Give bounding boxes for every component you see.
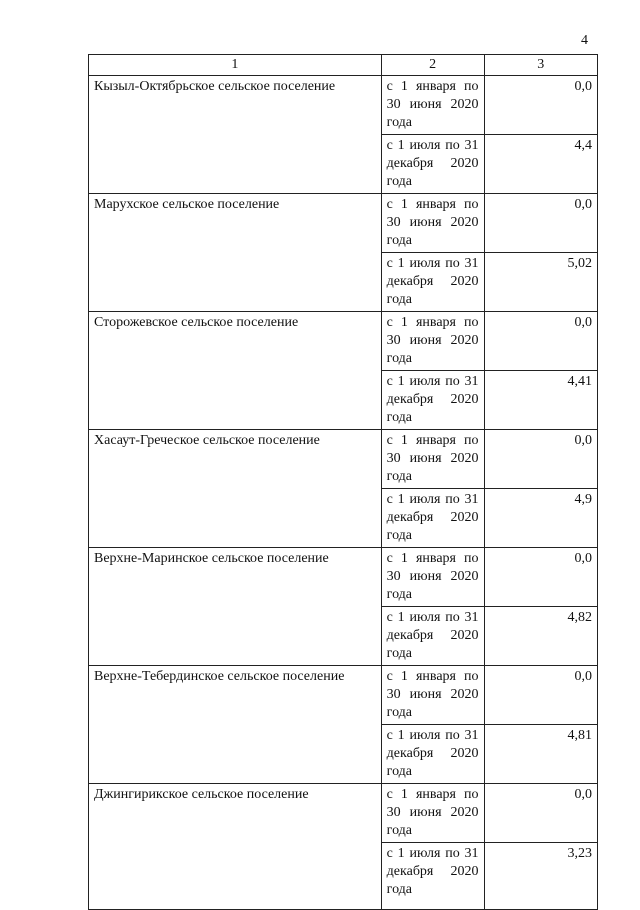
- value-cell: 0,0: [484, 312, 597, 371]
- period-cell: с 1 января по 30 июня 2020 года: [381, 548, 484, 607]
- period-cell: с 1 января по 30 июня 2020 года: [381, 312, 484, 371]
- settlement-name: Верхне-Тебердинское сельское поселение: [89, 666, 382, 784]
- period-cell: с 1 января по 30 июня 2020 года: [381, 194, 484, 253]
- period-cell: с 1 января по 30 июня 2020 года: [381, 666, 484, 725]
- value-cell: 0,0: [484, 548, 597, 607]
- period-cell: с 1 июля по 31 декабря 2020 года: [381, 135, 484, 194]
- period-cell: с 1 июля по 31 декабря 2020 года: [381, 489, 484, 548]
- value-cell: 4,9: [484, 489, 597, 548]
- value-cell: 4,4: [484, 135, 597, 194]
- value-cell: 4,41: [484, 371, 597, 430]
- value-cell: 5,02: [484, 253, 597, 312]
- period-cell: с 1 января по 30 июня 2020 года: [381, 430, 484, 489]
- period-cell: с 1 января по 30 июня 2020 года: [381, 784, 484, 843]
- settlement-name: Сторожевское сельское поселение: [89, 312, 382, 430]
- settlement-name: Верхне-Маринское сельское поселение: [89, 548, 382, 666]
- value-cell: 0,0: [484, 666, 597, 725]
- column-header-1: 1: [89, 55, 382, 76]
- settlement-name: Кызыл-Октябрьское сельское поселение: [89, 76, 382, 194]
- value-cell: 3,23: [484, 843, 597, 910]
- table-row: [89, 548, 598, 607]
- column-header-2: 2: [381, 55, 484, 76]
- period-cell: с 1 июля по 31 декабря 2020 года: [381, 253, 484, 312]
- table-row: [89, 194, 598, 253]
- table-row: [89, 784, 598, 843]
- period-cell: с 1 июля по 31 декабря 2020 года: [381, 843, 484, 910]
- column-header-3: 3: [484, 55, 597, 76]
- period-cell: с 1 июля по 31 декабря 2020 года: [381, 371, 484, 430]
- table-row: [89, 666, 598, 725]
- value-cell: 4,81: [484, 725, 597, 784]
- value-cell: 0,0: [484, 430, 597, 489]
- page-number: 4: [581, 33, 588, 48]
- value-cell: 0,0: [484, 194, 597, 253]
- period-cell: с 1 июля по 31 декабря 2020 года: [381, 607, 484, 666]
- value-cell: 0,0: [484, 784, 597, 843]
- period-cell: с 1 января по 30 июня 2020 года: [381, 76, 484, 135]
- period-cell: с 1 июля по 31 декабря 2020 года: [381, 725, 484, 784]
- value-cell: 0,0: [484, 76, 597, 135]
- table-header-row: [89, 55, 598, 76]
- settlement-name: Джингирикское сельское поселение: [89, 784, 382, 910]
- settlement-name: Хасаут-Греческое сельское поселение: [89, 430, 382, 548]
- table-row: [89, 430, 598, 489]
- value-cell: 4,82: [484, 607, 597, 666]
- tariff-table: [88, 54, 598, 910]
- settlement-name: Марухское сельское поселение: [89, 194, 382, 312]
- table-row: [89, 312, 598, 371]
- table-row: [89, 76, 598, 135]
